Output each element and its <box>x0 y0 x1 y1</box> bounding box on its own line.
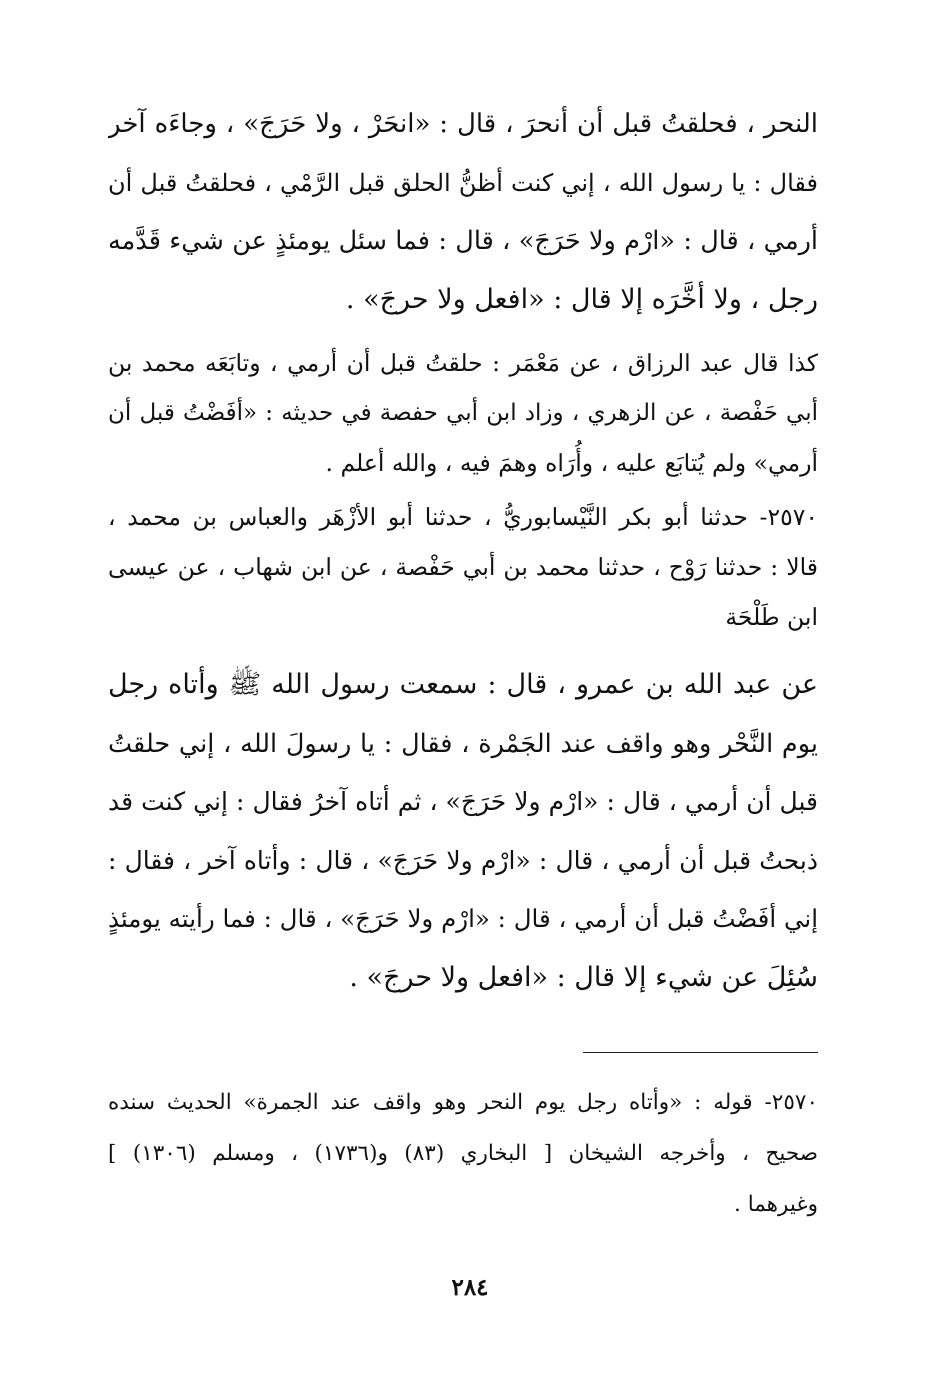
text-line: كذا قال عبد الرزاق ، عن مَعْمَر : حلقتُ قبل أن أرمي ، وتابَعَه محمد بن <box>108 349 818 377</box>
text-line: سُئِلَ عن شيء إلا قال : «افعل ولا حرجَ» . <box>349 961 818 993</box>
text-line: ذبحتُ قبل أن أرمي ، قال : «ارْم ولا حَرَجَ» ، قال : وأتاه آخر ، فقال : <box>108 845 818 875</box>
paragraph-isnad <box>108 492 818 642</box>
footnote-divider <box>583 1052 818 1053</box>
paragraph-hadith-continuation <box>108 95 818 329</box>
text-line: عن عبد الله بن عمرو ، قال : سمعت رسول الله ﷺ وأتاه رجل <box>108 669 818 700</box>
footnote-line: صحيح ، وأخرجه الشيخان [ البخاري (٨٣) و(١٧٣٦) ، ومسلم (١٣٠٦) ] <box>108 1141 818 1166</box>
footnote-line: وغيرهما . <box>734 1192 818 1217</box>
text-line: إني أفَضْتُ قبل أن أرمي ، قال : «ارْم ولا حَرَجَ» ، قال : فما رأيته يومئذٍ <box>108 904 818 933</box>
text-line: ٢٥٧٠- حدثنا أبو بكر النَّيْسابوريُّ ، حدثنا أبو الأزْهَر والعباس بن محمد ، <box>108 503 818 531</box>
text-line: قبل أن أرمي ، قال : «ارْم ولا حَرَجَ» ، ثم أتاه آخرُ فقال : إني كنت قد <box>108 787 818 816</box>
page-number: ٢٨٤ <box>451 1274 489 1301</box>
paragraph-commentary <box>108 338 818 488</box>
text-line: أبي حَفْصة ، عن الزهري ، وزاد ابن أبي حفصة في حديثه : «أفَضْتُ قبل أن <box>108 400 818 426</box>
text-line: قالا : حدثنا رَوْح ، حدثنا محمد بن أبي حَفْصة ، عن ابن شهاب ، عن عيسى <box>108 553 818 581</box>
text-line: رجل ، ولا أخَّرَه إلا قال : «افعل ولا حرجَ» . <box>345 283 818 315</box>
footnote-line: ٢٥٧٠- قوله : «وأتاه رجل يوم النحر وهو واقف عند الجمرة» الحديث سنده <box>108 1090 818 1115</box>
paragraph-hadith-matn <box>108 656 818 1007</box>
footnote <box>108 1077 818 1230</box>
text-line: أرمي» ولم يُتابَع عليه ، وأُرَاه وهمَ فيه ، والله أعلم . <box>325 449 818 477</box>
text-line: ابن طَلْحَة <box>725 603 818 631</box>
text-line: النحر ، فحلقتُ قبل أن أنحرَ ، قال : «انحَرْ ، ولا حَرَجَ» ، وجاءَه آخر <box>108 109 818 139</box>
text-line: يوم النَّحْر وهو واقف عند الجَمْرة ، فقال : يا رسولَ الله ، إني حلقتُ <box>108 728 818 759</box>
text-line: أرمي ، قال : «ارْم ولا حَرَجَ» ، قال : فما سئل يومئذٍ عن شيء قَدَّمه <box>108 226 818 256</box>
text-line: فقال : يا رسول الله ، إني كنت أظنُّ الحلق قبل الرَّمْي ، فحلقتُ قبل أن <box>108 168 818 197</box>
